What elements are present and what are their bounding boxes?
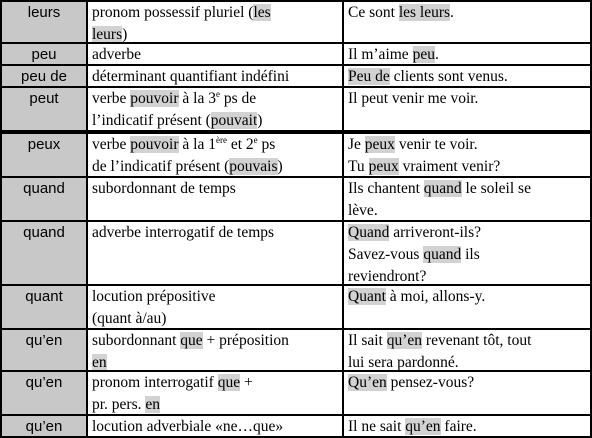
highlight: quand: [423, 180, 462, 197]
term-text: quant: [25, 288, 63, 305]
definition-cell: [88, 134, 342, 176]
superscript: ère: [215, 135, 227, 145]
example-text: lève.: [348, 202, 378, 219]
example-cell: [344, 134, 590, 176]
highlight: peux: [368, 158, 399, 175]
table-border: [0, 0, 592, 2]
definition-text: déterminant quantifiant indéfini: [92, 68, 290, 85]
superscript: e: [215, 89, 220, 99]
term-cell: [2, 330, 86, 370]
definition-text: locution prépositive: [92, 288, 216, 305]
highlight: Qu’en: [348, 374, 387, 391]
example-cell: [344, 44, 590, 64]
definition-text: adverbe: [92, 46, 142, 63]
highlight: pouvoir: [130, 90, 179, 107]
definition-text: locution adverbiale «ne…que»: [92, 418, 284, 435]
superscript: e: [253, 135, 258, 145]
example-cell: [344, 330, 590, 370]
definition-text: l’indicatif présent (: [92, 112, 211, 129]
definition-text: pronom possessif pluriel (: [92, 4, 254, 21]
term-text: peu: [31, 46, 57, 63]
example-text: Tu: [348, 158, 369, 175]
row-divider: [0, 176, 592, 178]
example-cell: [344, 286, 590, 328]
highlight: en: [145, 396, 161, 413]
highlight: leurs: [92, 26, 123, 42]
highlight: pouvait: [210, 112, 258, 129]
definition-text: pr. pers.: [92, 396, 146, 413]
example-text: Il sait: [348, 332, 387, 349]
definition-cell: [88, 222, 342, 284]
definition-text: de l’indicatif présent (: [92, 158, 230, 175]
highlight: que: [180, 332, 203, 349]
example-cell: Ce sont les leurs.: [348, 4, 454, 21]
definition-cell: [88, 88, 342, 130]
row-divider: [0, 42, 592, 44]
highlight: Quand: [348, 224, 390, 241]
term-cell: [2, 416, 86, 436]
example-cell: [344, 372, 590, 414]
example-text: faire.: [440, 418, 477, 435]
example-text: lui sera pardonné.: [348, 354, 459, 370]
term-cell: [2, 2, 86, 42]
definition-text: ): [257, 112, 263, 129]
row-divider: [0, 86, 592, 88]
term-text: qu’en: [25, 332, 63, 349]
definition-cell: [88, 44, 342, 64]
definition-text: à la 1: [178, 136, 216, 153]
term-cell: [2, 222, 86, 284]
example-cell: [344, 88, 590, 130]
term-text: quand: [23, 224, 65, 241]
term-text: leurs: [27, 4, 61, 21]
term-cell: [2, 134, 86, 176]
example-text: clients sont venus.: [389, 68, 508, 85]
example-text: Il ne sait: [348, 418, 406, 435]
definition-text: verbe: [92, 136, 131, 153]
example-text: à moi, allons-y.: [385, 288, 486, 305]
term-text: peu de: [21, 68, 67, 85]
definition-cell: [88, 286, 342, 328]
highlight: peu: [412, 46, 435, 63]
example-text: revenant tôt, tout: [422, 332, 532, 349]
example-cell: [344, 66, 590, 86]
definition-text: + préposition: [202, 332, 289, 349]
definition-cell: [88, 372, 342, 414]
example-text: Je: [348, 136, 365, 153]
definition-text: subordonnant de temps: [92, 180, 236, 197]
highlight: que: [217, 374, 241, 391]
example-text: Il m’aime: [348, 46, 413, 63]
definition-text: à la 3: [178, 90, 216, 107]
definition-cell: [88, 66, 342, 86]
definition-text: et 2: [226, 136, 254, 153]
column-divider: [86, 0, 88, 438]
definition-text: ps de: [219, 90, 257, 107]
definition-text: ): [277, 158, 283, 175]
highlight: Peu de: [348, 68, 390, 85]
row-divider: [0, 220, 592, 222]
row-divider: [0, 132, 592, 134]
definition-cell: [88, 178, 342, 220]
definition-text: verbe: [92, 90, 131, 107]
example-text: Savez-vous: [348, 246, 424, 263]
term-text: qu’en: [25, 418, 63, 435]
row-divider: [0, 64, 592, 66]
example-text: le soleil se: [461, 180, 531, 197]
example-cell: [344, 416, 590, 436]
term-text: qu’en: [25, 374, 63, 391]
highlight: qu’en: [405, 418, 441, 435]
definition-cell: [88, 330, 342, 370]
row-divider: [0, 328, 592, 330]
highlight: qu’en: [386, 332, 423, 349]
example-text: pensez-vous?: [386, 374, 475, 391]
highlight: quand: [423, 246, 462, 263]
definition-text: adverbe interrogatif de temps: [92, 224, 275, 241]
example-text: Il peut venir me voir.: [348, 90, 479, 107]
definition-cell: [88, 416, 342, 436]
definition-text: (quant à/au): [92, 310, 167, 327]
term-cell: [2, 88, 86, 130]
example-text: ils: [461, 246, 480, 263]
example-cell: [344, 222, 590, 284]
highlight: en: [92, 354, 107, 370]
example-text: venir te voir.: [394, 136, 478, 153]
highlight: pouvais: [229, 158, 278, 175]
term-text: peut: [29, 90, 59, 107]
example-text: reviendront?: [348, 268, 427, 284]
definition-text: subordonnant: [92, 332, 181, 349]
example-text: .: [434, 46, 439, 63]
row-divider: [0, 370, 592, 372]
term-cell: [2, 372, 86, 414]
definition-text: +: [240, 374, 253, 391]
highlight: les leurs: [398, 4, 451, 21]
term-cell: [2, 178, 86, 220]
term-cell: [2, 66, 86, 86]
highlight: peux: [364, 136, 395, 153]
term-text: quand: [23, 180, 65, 197]
table-border: [0, 0, 2, 438]
term-cell: [2, 44, 86, 64]
example-cell: [344, 178, 590, 220]
highlight: les: [253, 4, 271, 21]
highlight: Quant: [348, 288, 386, 305]
definition-cell: pronom possessif pluriel (les leurs): [92, 4, 271, 42]
highlight: pouvoir: [130, 136, 179, 153]
term-text: peux: [27, 136, 61, 153]
definition-text: ps: [257, 136, 276, 153]
row-divider: [0, 284, 592, 286]
row-divider: [0, 414, 592, 416]
example-text: arriveront-ils?: [389, 224, 481, 241]
example-text: Ils chantent: [348, 180, 424, 197]
example-text: Ce sont: [348, 4, 399, 21]
column-divider: [342, 0, 344, 438]
term-cell: [2, 286, 86, 328]
example-text: vraiment venir?: [398, 158, 501, 175]
definition-text: pronom interrogatif: [92, 374, 218, 391]
